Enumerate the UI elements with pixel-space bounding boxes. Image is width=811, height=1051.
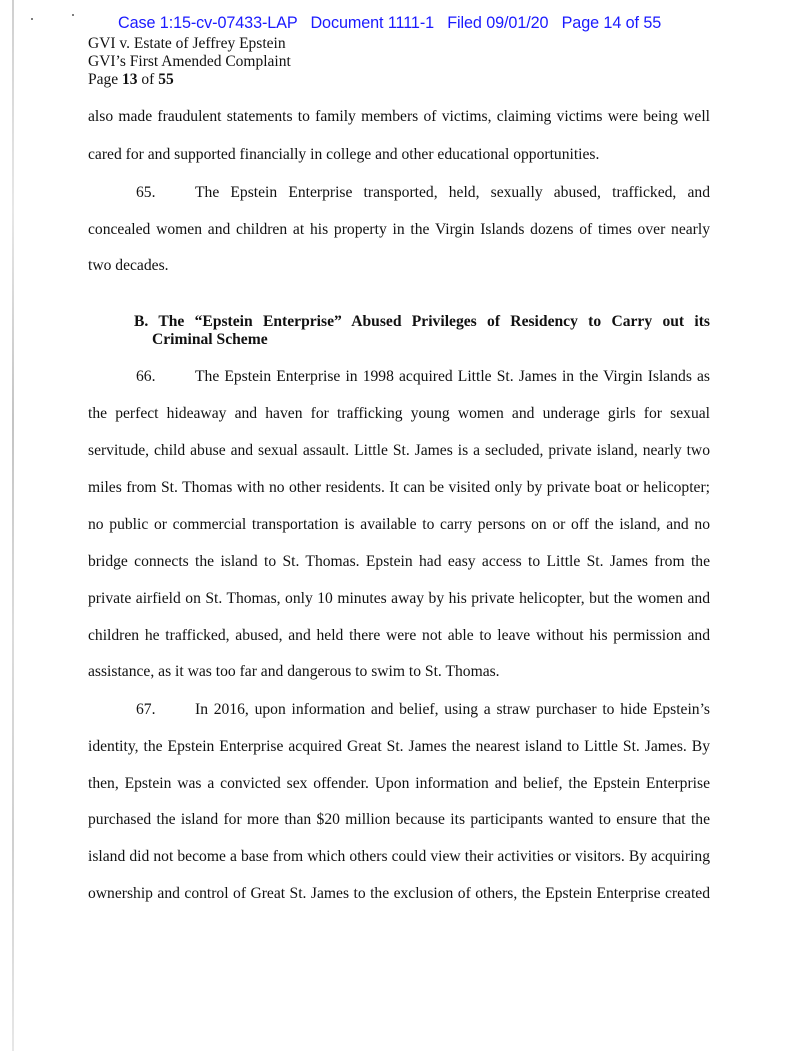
page-total: 55 (158, 71, 174, 88)
body-line: children he trafficked, abused, and held there were not able to leave without his permission and (88, 627, 710, 644)
body-line: assistance, as it was too far and dangerous to swim to St. Thomas. (88, 663, 500, 680)
scan-speck (31, 18, 33, 20)
body-line: island did not become a base from which others could view their activities or visitors. By acquiring (88, 848, 710, 865)
paragraph-number: 66. (136, 368, 156, 385)
body-line: cared for and supported financially in college and other educational opportunities. (88, 146, 600, 163)
body-line: the perfect hideaway and haven for trafficking young women and underage girls for sexual (88, 405, 710, 422)
body-line: servitude, child abuse and sexual assault. Little St. James is a secluded, private island, nearly two (88, 442, 710, 459)
page-current: 13 (122, 71, 138, 88)
body-line: private airfield on St. Thomas, only 10 minutes away by his private helicopter, but the women and (88, 590, 710, 607)
body-line: bridge connects the island to St. Thomas. Epstein had easy access to Little St. James from the (88, 553, 710, 570)
page-of: of (137, 71, 159, 88)
header-page-number (88, 71, 174, 89)
body-line: purchased the island for more than $20 million because its participants wanted to ensure that the (88, 811, 710, 828)
body-line-text: The Epstein Enterprise transported, held, sexually abused, trafficked, and (195, 184, 710, 201)
section-label: B. (134, 313, 149, 330)
body-line: two decades. (88, 257, 169, 274)
paragraph-number: 67. (136, 701, 156, 718)
scan-edge-artifact (12, 0, 14, 1051)
page-prefix: Page (88, 71, 123, 88)
scan-speck (72, 14, 74, 16)
paragraph-67-first-line (88, 700, 710, 720)
section-heading-line-2: Criminal Scheme (152, 331, 268, 348)
header-case-title: GVI v. Estate of Jeffrey Epstein (88, 35, 286, 52)
section-heading (134, 313, 710, 349)
body-line-text: The Epstein Enterprise in 1998 acquired Little St. James in the Virgin Islands as (195, 368, 710, 385)
court-filing-stamp: Case 1:15-cv-07433-LAP Document 1111-1 Filed 09/01/20 Page 14 of 55 (118, 14, 662, 32)
paragraph-number: 65. (136, 184, 156, 201)
body-line: identity, the Epstein Enterprise acquired Great St. James the nearest island to Little St. James. By (88, 738, 710, 755)
paragraph-65-first-line (88, 183, 710, 203)
body-line: concealed women and children at his property in the Virgin Islands dozens of times over nearly (88, 221, 710, 238)
header-document-title: GVI’s First Amended Complaint (88, 53, 291, 70)
body-line: then, Epstein was a convicted sex offender. Upon information and belief, the Epstein Enterprise (88, 775, 710, 792)
section-heading-text: The “Epstein Enterprise” Abused Privileges of Residency to Carry out its (158, 313, 710, 330)
body-line-text: In 2016, upon information and belief, using a straw purchaser to hide Epstein’s (195, 701, 710, 718)
body-line: miles from St. Thomas with no other residents. It can be visited only by private boat or helicopter; (88, 479, 710, 496)
paragraph-66-first-line (88, 367, 710, 387)
body-line: ownership and control of Great St. James to the exclusion of others, the Epstein Enterprise created (88, 885, 710, 902)
body-line: no public or commercial transportation is available to carry persons on or off the island, and no (88, 516, 710, 533)
section-heading-line-1 (134, 313, 710, 331)
body-line: also made fraudulent statements to family members of victims, claiming victims were being well (88, 108, 710, 125)
